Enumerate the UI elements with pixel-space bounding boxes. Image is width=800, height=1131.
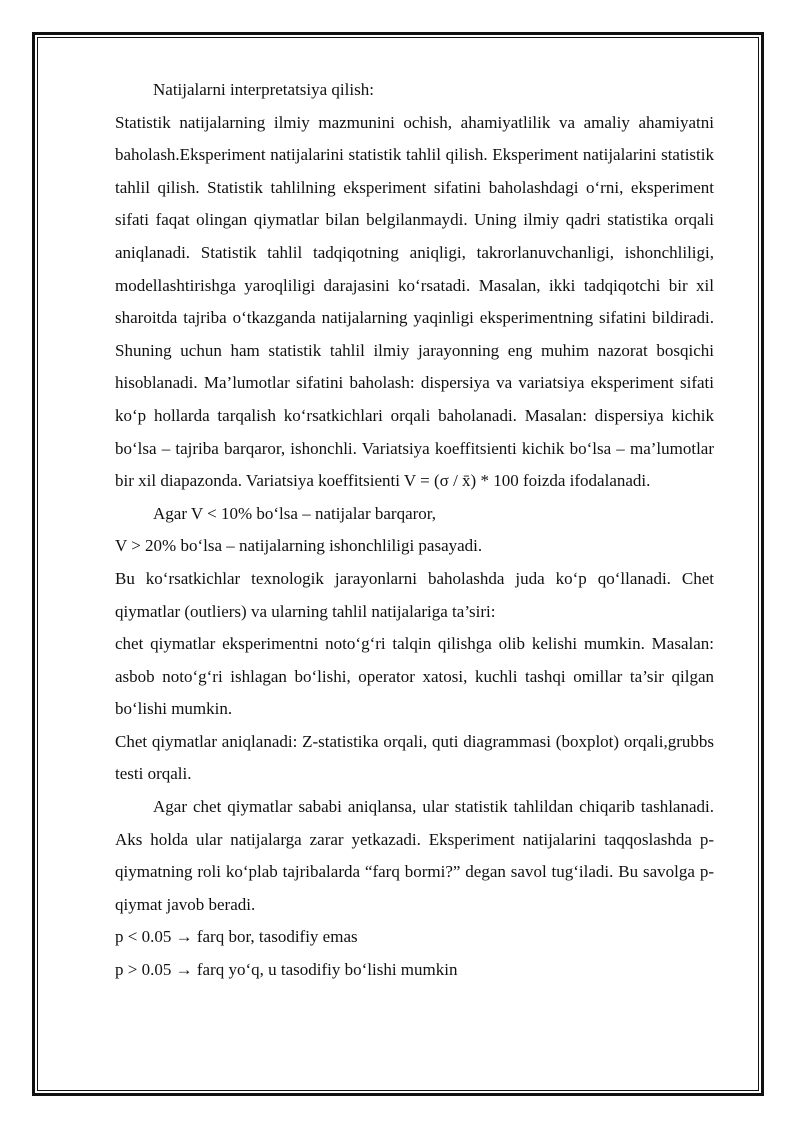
paragraph: chet qiymatlar eksperimentni noto‘g‘ri talqin qilishga olib kelishi mumkin. Masalan: asbob noto‘g‘ri ishlagan bo‘lishi, operator xatosi, kuchli tashqi omillar ta’sir qilgan bo‘lishi mumkin. <box>115 634 714 719</box>
paragraph: p < 0.05 → farq bor, tasodifiy emas <box>115 927 358 947</box>
paragraph: p > 0.05 → farq yo‘q, u tasodifiy bo‘lishi mumkin <box>115 960 458 980</box>
paragraph: Statistik natijalarning ilmiy mazmunini ochish, ahamiyatlilik va amaliy ahamiyatni baholash.Eksperiment natijalarini statistik tahlil qilish. Eksperiment natijalarini statistik tahlil qilish. Statistik tahlilning eksperiment sifatini baholashdagi o‘rni, eksperiment sifati faqat olingan qiymatlar bilan belgilanmaydi. Uning ilmiy qadri statistika orqali aniqlanadi. Statistik tahlil tadqiqotning aniqligi, takrorlanuvchanligi, ishonchliligi, modellashtirishga yaroqliligi darajasini ko‘rsatadi. Masalan, ikki tadqiqotchi bir xil sharoitda tajriba o‘tkazganda natijalarning yaqinligi eksperimentning sifatini bildiradi. Shuning uchun ham statistik tahlil ilmiy jarayonning eng muhim nazorat bosqichi hisoblanadi. Ma’lumotlar sifatini baholash: dispersiya va variatsiya eksperiment sifati ko‘p hollarda tarqalish ko‘rsatkichlari orqali baholanadi. Masalan: dispersiya kichik bo‘lsa – tajriba barqaror, ishonchli. Variatsiya koeffitsienti kichik bo‘lsa – ma’lumotlar bir xil diapazonda. Variatsiya koeffitsienti V = (σ / x̄) * 100 foizda ifodalanadi. <box>115 112 714 491</box>
document-body <box>115 74 714 987</box>
paragraph-heading: Natijalarni interpretatsiya qilish: <box>153 80 374 99</box>
paragraph: Chet qiymatlar aniqlanadi: Z-statistika orqali, quti diagrammasi (boxplot) orqali,grubbs testi orqali. <box>115 731 714 784</box>
paragraph: Agar V < 10% bo‘lsa – natijalar barqaror, <box>153 503 437 523</box>
paragraph: Bu ko‘rsatkichlar texnologik jarayonlarni baholashda juda ko‘p qo‘llanadi. Chet qiymatlar (outliers) va ularning tahlil natijalariga ta’siri: <box>115 568 714 621</box>
paragraph: Agar chet qiymatlar sababi aniqlansa, ular statistik tahlildan chiqarib tashlanadi. Aks holda ular natijalarga zarar yetkazadi. Eksperiment natijalarini taqqoslashda p-qiymatning roli ko‘plab tajribalarda “farq bormi?” degan savol tug‘iladi. Bu savolga p-qiymat javob beradi. <box>115 797 714 914</box>
paragraph: V > 20% bo‘lsa – natijalarning ishonchliligi pasayadi. <box>115 536 483 556</box>
